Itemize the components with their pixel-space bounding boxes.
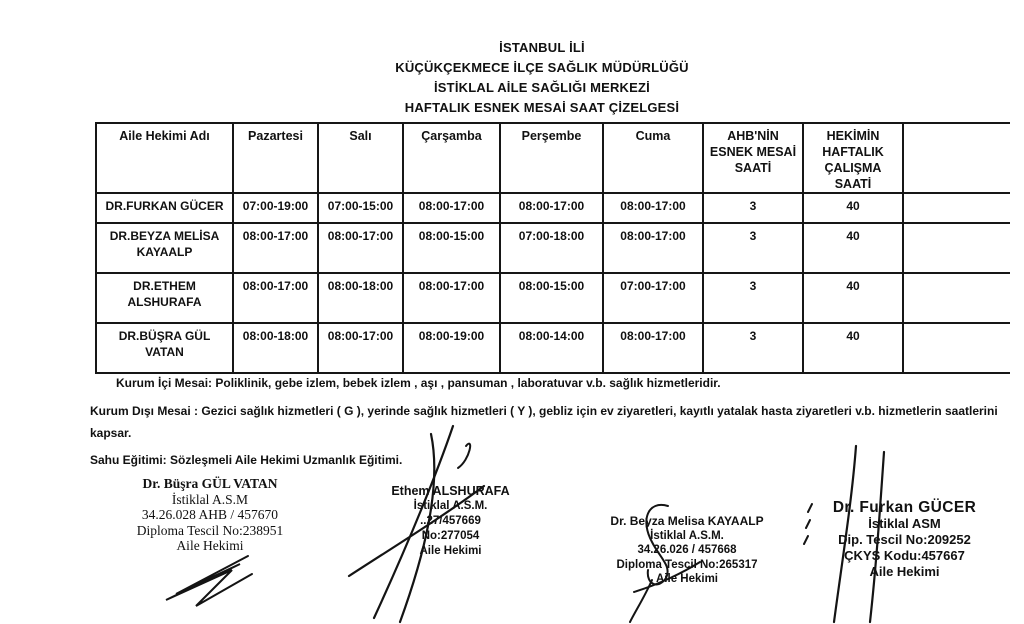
doctor-name-cell: DR.BÜŞRA GÜL VATAN — [96, 323, 233, 373]
weekly-hours-cell: 40 — [803, 193, 903, 223]
signature-block-beyza-melisa-kayaalp — [596, 514, 778, 587]
schedule-cell: 08:00-17:00 — [403, 273, 500, 323]
signature-block-ethem-alshurafa — [368, 484, 533, 559]
column-header-weekly-hours: HEKİMİN HAFTALIK ÇALIŞMA SAATİ — [803, 123, 903, 193]
signature-line: Aile Hekimi — [656, 573, 718, 585]
schedule-cell: 07:00-18:00 — [500, 223, 603, 273]
signature-line: Dip. Tescil No:209252 — [838, 532, 971, 547]
schedule-cell: 07:00-19:00 — [233, 193, 318, 223]
schedule-cell: 08:00-14:00 — [500, 323, 603, 373]
weekly-hours-cell: 40 — [803, 323, 903, 373]
schedule-cell: 08:00-18:00 — [233, 323, 318, 373]
schedule-cell: 08:00-19:00 — [403, 323, 500, 373]
signature-line: İstiklal ASM — [868, 516, 941, 531]
signature-name: Dr. Furkan GÜCER — [832, 499, 977, 516]
signature-line: Diploma Tescil No:265317 — [616, 558, 758, 571]
signature-block-furkan-gucer — [802, 500, 1007, 580]
schedule-cell: 07:00-17:00 — [603, 273, 703, 323]
title-line-health-center: İSTİKLAL AİLE SAĞLIĞI MERKEZİ — [434, 80, 650, 95]
flex-hours-cell: 3 — [703, 223, 803, 273]
signature-line: Aile Hekimi — [176, 538, 244, 553]
title-line-directorate: KÜÇÜKÇEKMECE İLÇE SAĞLIK MÜDÜRLÜĞÜ — [395, 60, 689, 75]
signature-line: İstiklal A.S.M. — [650, 529, 724, 542]
signature-line: Diploma Tescil No:238951 — [136, 522, 284, 538]
note-kurum-ici-mesai: Kurum İçi Mesai: Poliklinik, gebe izlem, bebek izlem , aşı , pansuman , laboratuvar v.b. sağlık hizmetleridir. — [116, 376, 721, 390]
column-header-doctor-name: Aile Hekimi Adı — [96, 123, 233, 193]
column-header-tuesday: Salı — [318, 123, 403, 193]
weekly-hours-cell: 40 — [803, 223, 903, 273]
schedule-cell: 08:00-17:00 — [500, 193, 603, 223]
weekly-hours-cell: 40 — [803, 273, 903, 323]
flex-hours-cell: 3 — [703, 273, 803, 323]
signature-name: Dr. Beyza Melisa KAYAALP — [610, 514, 764, 528]
schedule-cell: 08:00-17:00 — [603, 193, 703, 223]
table-row — [96, 273, 1010, 323]
signature-line: ..27/457669 — [420, 515, 481, 527]
schedule-table — [95, 122, 1010, 374]
table-row — [96, 323, 1010, 373]
column-header-friday: Cuma — [603, 123, 703, 193]
signature-line: Aile Hekimi — [419, 545, 482, 557]
schedule-cell: 08:00-17:00 — [603, 323, 703, 373]
column-header-flex-hours: AHB'NİN ESNEK MESAİ SAATİ — [703, 123, 803, 193]
note-sahu-egitimi: Sahu Eğitimi: Sözleşmeli Aile Hekimi Uzmanlık Eğitimi. — [90, 453, 403, 467]
schedule-cell: 07:00-15:00 — [318, 193, 403, 223]
empty-cell — [903, 323, 1010, 373]
schedule-cell: 08:00-18:00 — [318, 273, 403, 323]
doctor-name-cell: DR.ETHEM ALSHURAFA — [96, 273, 233, 323]
title-line-province: İSTANBUL İLİ — [499, 40, 585, 55]
signature-scribble-busra — [166, 556, 252, 606]
column-header-empty — [903, 123, 1010, 193]
signature-line: 34.26.028 AHB / 457670 — [141, 507, 279, 522]
schedule-cell: 08:00-17:00 — [318, 223, 403, 273]
flex-hours-cell: 3 — [703, 193, 803, 223]
title-line-schedule: HAFTALIK ESNEK MESAİ SAAT ÇİZELGESİ — [404, 100, 680, 115]
signature-block-busra-gul-vatan — [100, 476, 320, 554]
signature-line: 34.26.026 / 457668 — [637, 544, 737, 556]
schedule-cell: 08:00-17:00 — [233, 273, 318, 323]
document-title — [30, 38, 1024, 118]
schedule-cell: 08:00-17:00 — [233, 223, 318, 273]
note-kurum-disi-mesai: Kurum Dışı Mesai : Gezici sağlık hizmetleri ( G ), yerinde sağlık hizmetleri ( Y ), gebliz için ev ziyaretleri, kayıtlı yatalak hasta ziyaretleri v.b. hizmetlerin saatlerini kapsar. — [90, 404, 998, 440]
doctor-name-cell: DR.BEYZA MELİSA KAYAALP — [96, 223, 233, 273]
column-header-monday: Pazartesi — [233, 123, 318, 193]
empty-cell — [903, 193, 1010, 223]
signature-name: Dr. Büşra GÜL VATAN — [142, 476, 278, 491]
empty-cell — [903, 273, 1010, 323]
schedule-cell: 08:00-17:00 — [403, 193, 500, 223]
column-header-wednesday: Çarşamba — [403, 123, 500, 193]
signature-line: Aile Hekimi — [869, 564, 940, 579]
signature-line: ÇKYS Kodu:457667 — [844, 548, 965, 563]
signature-line: İstiklal A.S.M — [171, 491, 249, 507]
table-row — [96, 193, 1010, 223]
schedule-cell: 08:00-15:00 — [500, 273, 603, 323]
signature-line: No:277054 — [421, 530, 480, 542]
table-row — [96, 223, 1010, 273]
doctor-name-cell: DR.FURKAN GÜCER — [96, 193, 233, 223]
schedule-cell: 08:00-17:00 — [318, 323, 403, 373]
schedule-cell: 08:00-15:00 — [403, 223, 500, 273]
signature-line: İstiklal A.S.M. — [413, 500, 488, 512]
column-header-thursday: Perşembe — [500, 123, 603, 193]
signature-name: Ethem ALSHURAFA — [391, 484, 510, 498]
schedule-cell: 08:00-17:00 — [603, 223, 703, 273]
table-header-row — [96, 123, 1010, 193]
flex-hours-cell: 3 — [703, 323, 803, 373]
empty-cell — [903, 223, 1010, 273]
